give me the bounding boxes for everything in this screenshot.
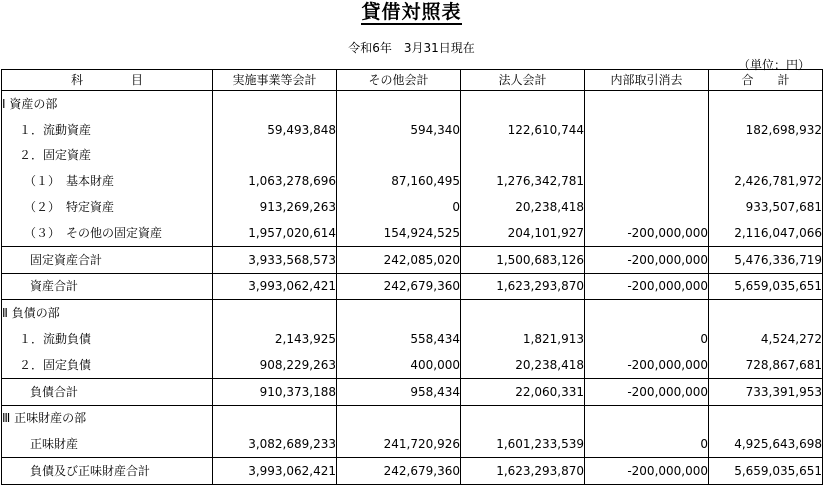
cell xyxy=(585,91,709,117)
row-label: Ⅰ 資産の部 xyxy=(2,91,213,117)
cell: 5,659,035,651 xyxy=(709,273,823,300)
cell: 958,434 xyxy=(337,378,461,405)
cell: 913,269,263 xyxy=(213,194,337,220)
cell xyxy=(709,300,823,326)
table-row xyxy=(2,405,823,431)
cell xyxy=(709,91,823,117)
cell: -200,000,000 xyxy=(585,352,709,378)
cell: 1,957,020,614 xyxy=(213,220,337,246)
cell: 1,500,683,126 xyxy=(461,246,585,273)
cell: 1,623,293,870 xyxy=(461,458,585,485)
cell: 5,659,035,651 xyxy=(709,458,823,485)
row-label: （３） その他の固定資産 xyxy=(2,220,213,246)
cell: 733,391,953 xyxy=(709,378,823,405)
cell xyxy=(337,91,461,117)
cell xyxy=(213,143,337,169)
cell: 5,476,336,719 xyxy=(709,246,823,273)
cell: 3,993,062,421 xyxy=(213,273,337,300)
header-other: その他会計 xyxy=(337,70,461,91)
cell: 1,601,233,539 xyxy=(461,431,585,457)
header-corporate: 法人会計 xyxy=(461,70,585,91)
row-label: Ⅲ 正味財産の部 xyxy=(2,405,213,431)
cell xyxy=(213,300,337,326)
cell: 1,276,342,781 xyxy=(461,168,585,194)
cell: 400,000 xyxy=(337,352,461,378)
cell: 4,524,272 xyxy=(709,326,823,352)
cell: 241,720,926 xyxy=(337,431,461,457)
row-label: １．流動資産 xyxy=(2,117,213,143)
cell: 0 xyxy=(585,326,709,352)
cell: -200,000,000 xyxy=(585,458,709,485)
header-total: 合 計 xyxy=(709,70,823,91)
table-row xyxy=(2,352,823,378)
cell xyxy=(709,405,823,431)
cell: 0 xyxy=(337,194,461,220)
cell: 1,623,293,870 xyxy=(461,273,585,300)
cell xyxy=(337,300,461,326)
row-label: 資産合計 xyxy=(2,273,213,300)
header-row xyxy=(2,70,823,91)
cell xyxy=(585,300,709,326)
unit-label: （単位：円） xyxy=(737,58,810,72)
cell: 122,610,744 xyxy=(461,117,585,143)
row-label: 固定資産合計 xyxy=(2,246,213,273)
table-row xyxy=(2,194,823,220)
cell: 728,867,681 xyxy=(709,352,823,378)
cell: 2,426,781,972 xyxy=(709,168,823,194)
cell: 908,229,263 xyxy=(213,352,337,378)
cell: -200,000,000 xyxy=(585,378,709,405)
header-account: 科 目 xyxy=(2,70,213,91)
cell: 22,060,331 xyxy=(461,378,585,405)
cell: 1,063,278,696 xyxy=(213,168,337,194)
row-label: ２．固定資産 xyxy=(2,143,213,169)
row-label: （２） 特定資産 xyxy=(2,194,213,220)
cell xyxy=(337,405,461,431)
cell: 4,925,643,698 xyxy=(709,431,823,457)
table-row xyxy=(2,143,823,169)
cell: 933,507,681 xyxy=(709,194,823,220)
cell xyxy=(213,405,337,431)
cell: 2,143,925 xyxy=(213,326,337,352)
cell xyxy=(585,168,709,194)
table-row xyxy=(2,300,823,326)
row-label: 負債合計 xyxy=(2,378,213,405)
cell xyxy=(461,91,585,117)
cell xyxy=(461,405,585,431)
cell: 87,160,495 xyxy=(337,168,461,194)
row-label: 正味財産 xyxy=(2,431,213,457)
cell: 3,993,062,421 xyxy=(213,458,337,485)
cell: -200,000,000 xyxy=(585,246,709,273)
cell: 3,082,689,233 xyxy=(213,431,337,457)
cell: 20,238,418 xyxy=(461,194,585,220)
table-row xyxy=(2,117,823,143)
report-date: 令和6年 3月31日現在 xyxy=(348,41,475,55)
table-row xyxy=(2,246,823,273)
cell xyxy=(585,117,709,143)
cell: 20,238,418 xyxy=(461,352,585,378)
cell: 242,679,360 xyxy=(337,458,461,485)
header-elimination: 内部取引消去 xyxy=(585,70,709,91)
row-label: ２．固定負債 xyxy=(2,352,213,378)
row-label: 負債及び正味財産合計 xyxy=(2,458,213,485)
table-row xyxy=(2,378,823,405)
table-row xyxy=(2,168,823,194)
table-row xyxy=(2,91,823,117)
cell: 242,679,360 xyxy=(337,273,461,300)
row-label: （１） 基本財産 xyxy=(2,168,213,194)
table-row xyxy=(2,220,823,246)
document-title: 貸借対照表 xyxy=(361,1,462,23)
cell xyxy=(461,143,585,169)
cell xyxy=(213,91,337,117)
cell xyxy=(709,143,823,169)
cell: 59,493,848 xyxy=(213,117,337,143)
cell: 242,085,020 xyxy=(337,246,461,273)
header-program: 実施事業等会計 xyxy=(213,70,337,91)
cell xyxy=(585,143,709,169)
cell: -200,000,000 xyxy=(585,273,709,300)
table-row xyxy=(2,326,823,352)
row-label: Ⅱ 負債の部 xyxy=(2,300,213,326)
cell xyxy=(461,300,585,326)
table-row xyxy=(2,431,823,457)
cell: 910,373,188 xyxy=(213,378,337,405)
table-row xyxy=(2,458,823,485)
cell: 204,101,927 xyxy=(461,220,585,246)
cell: 154,924,525 xyxy=(337,220,461,246)
cell: 182,698,932 xyxy=(709,117,823,143)
cell: 0 xyxy=(585,431,709,457)
cell xyxy=(585,194,709,220)
table-row xyxy=(2,273,823,300)
cell xyxy=(585,405,709,431)
cell: 2,116,047,066 xyxy=(709,220,823,246)
balance-sheet-table xyxy=(1,69,823,485)
cell: -200,000,000 xyxy=(585,220,709,246)
cell: 3,933,568,573 xyxy=(213,246,337,273)
row-label: １．流動負債 xyxy=(2,326,213,352)
cell: 558,434 xyxy=(337,326,461,352)
cell: 594,340 xyxy=(337,117,461,143)
cell xyxy=(337,143,461,169)
cell: 1,821,913 xyxy=(461,326,585,352)
